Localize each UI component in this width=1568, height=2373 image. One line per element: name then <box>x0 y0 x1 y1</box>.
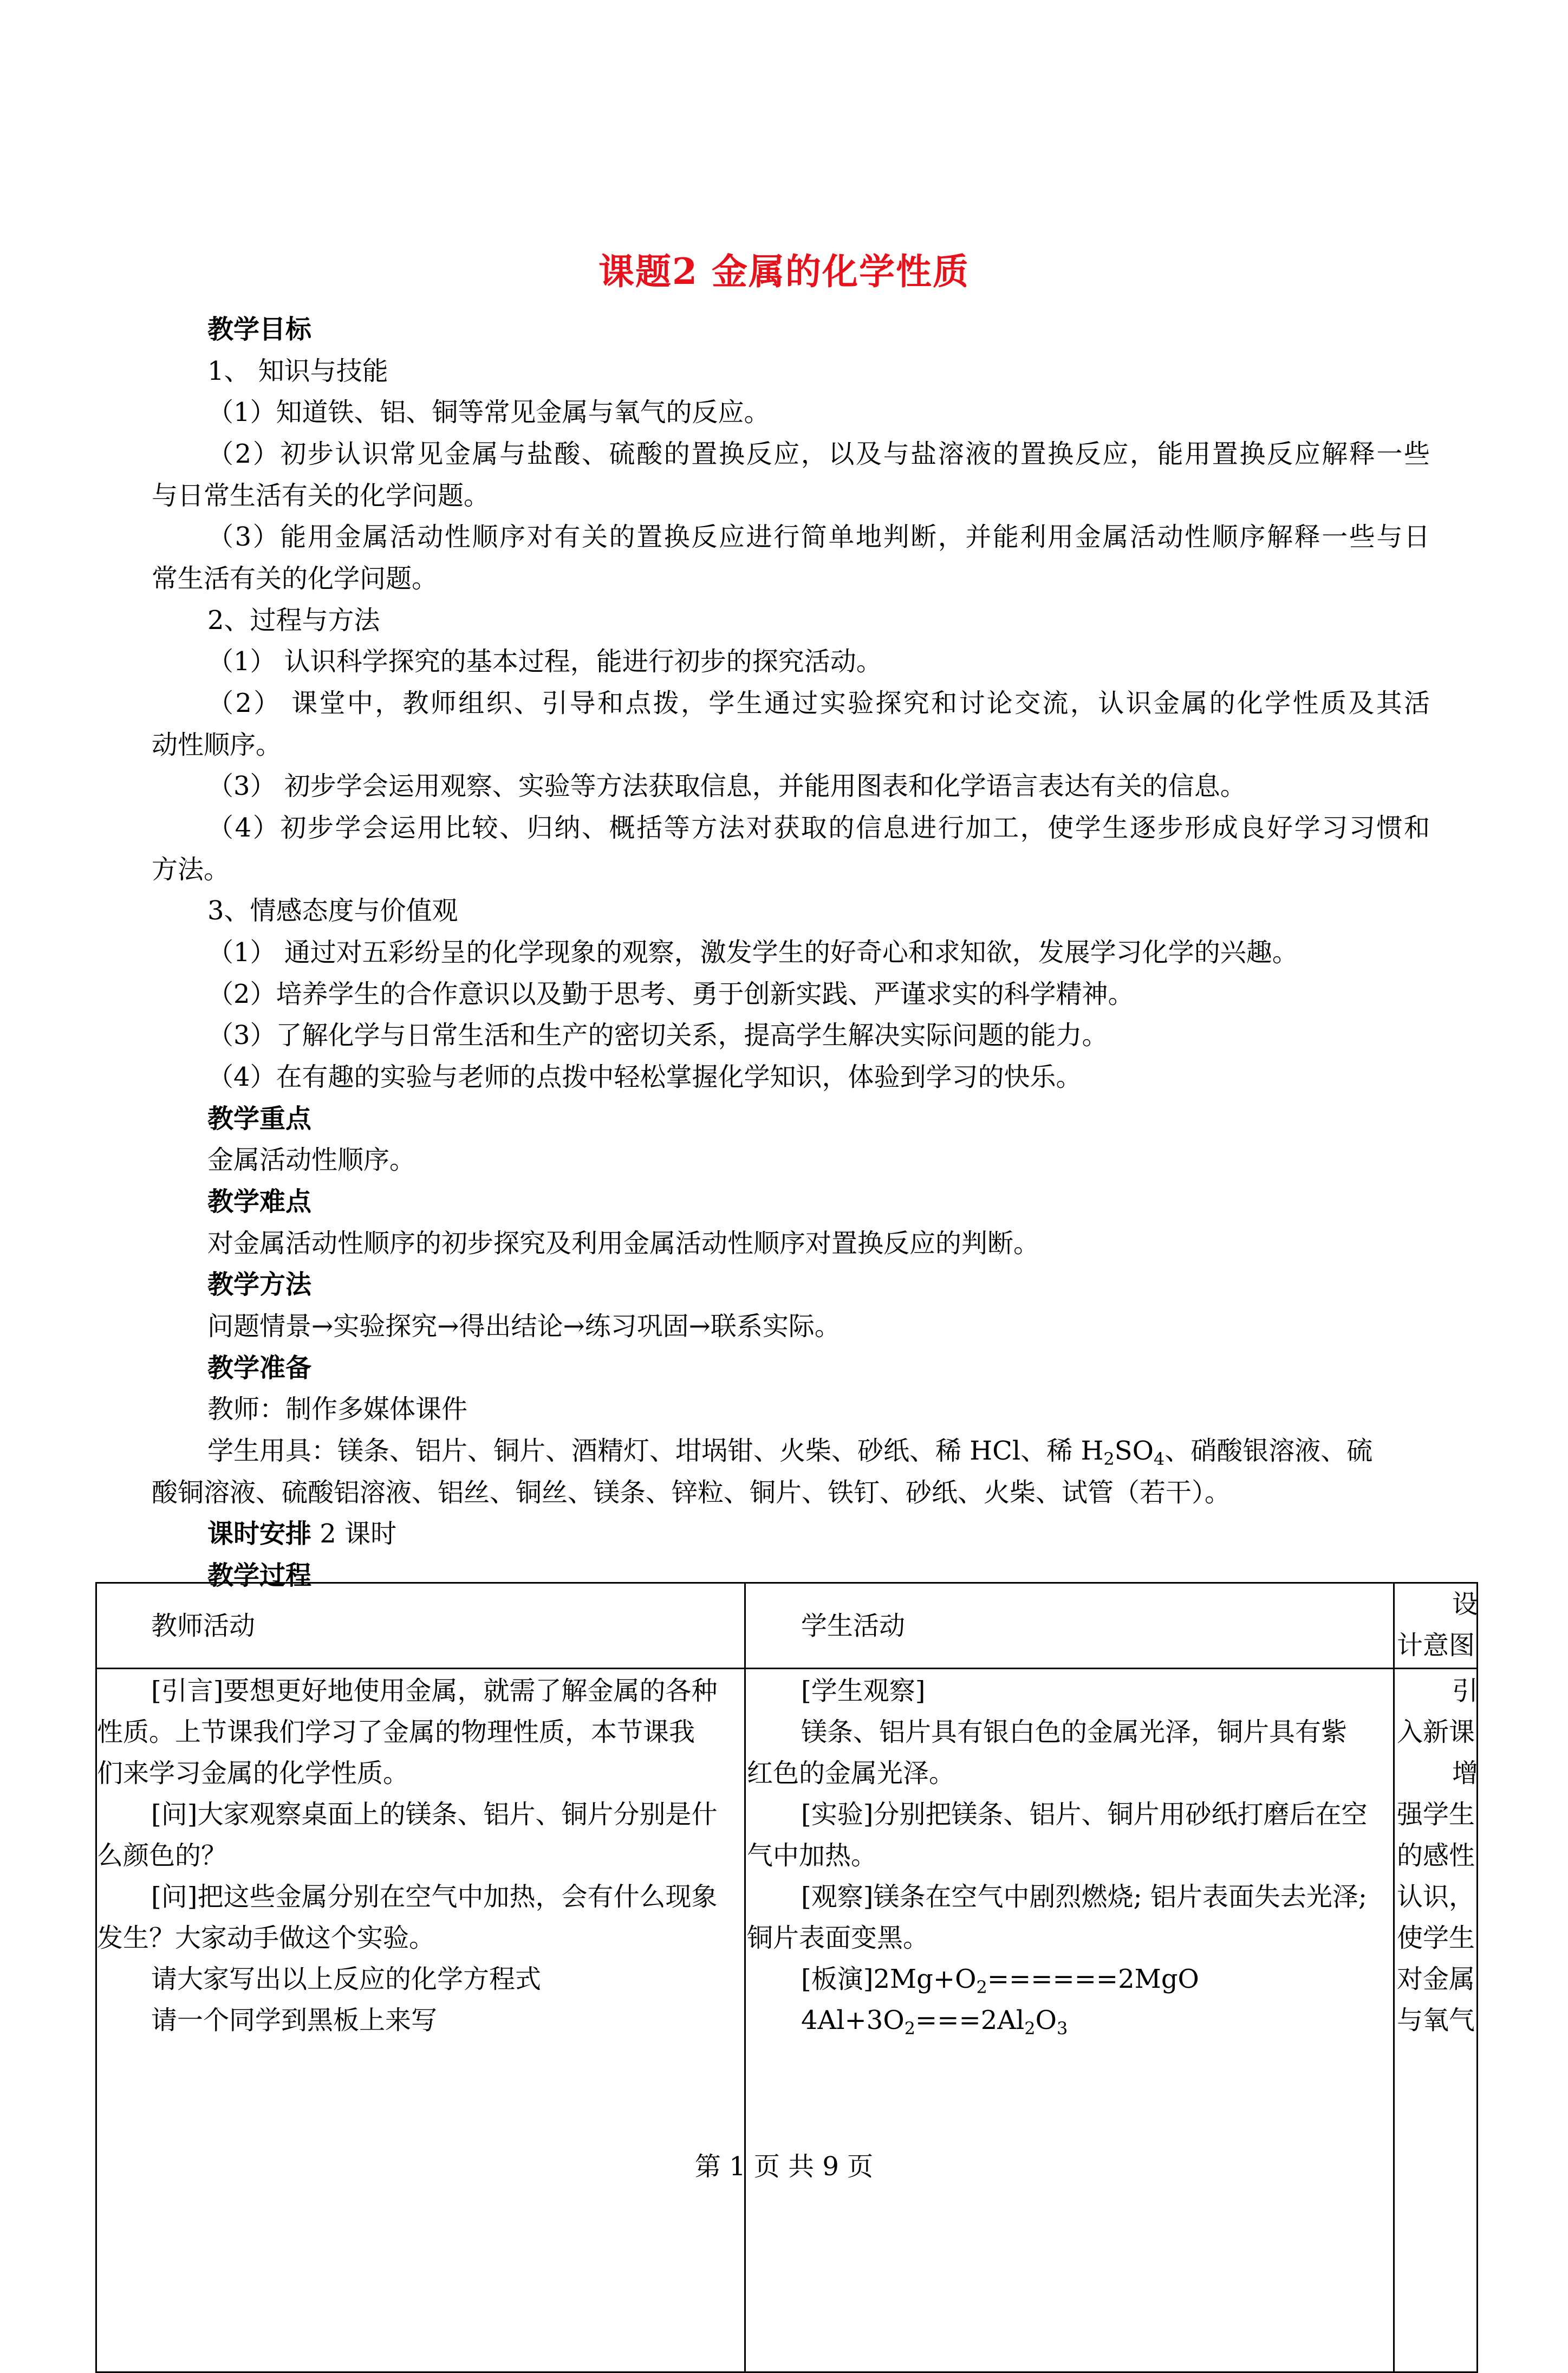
teacher-line: [引言]要想更好地使用金属，就需了解金属的各种 <box>151 1676 718 1706</box>
schedule-value: 2 课时 <box>311 1519 397 1549</box>
objective-1-2a: （2）初步认识常见金属与盐酸、硫酸的置换反应，以及与盐溶液的置换反应，能用置换反应解释一些 <box>207 439 1430 469</box>
objective-3-1: （1） 通过对五彩纷呈的化学现象的观察，激发学生的好奇心和求知欲，发展学习化学的兴趣。 <box>207 937 1298 968</box>
student-line: 气中加热。 <box>747 1840 877 1871</box>
objective-1-3a: （3）能用金属活动性顺序对有关的置换反应进行简单地判断，并能利用金属活动性顺序解释一些与日 <box>207 522 1430 552</box>
header-divider <box>97 1668 1476 1669</box>
design-line: 引 <box>1452 1676 1478 1706</box>
teacher-line: [问]大家观察桌面上的镁条、铝片、铜片分别是什 <box>151 1799 718 1830</box>
objective-2-2a: （2） 课堂中，教师组织、引导和点拨，学生通过实验探究和讨论交流，认识金属的化学性质及其活 <box>207 688 1430 718</box>
teacher-line: [问]把这些金属分别在空气中加热，会有什么现象 <box>151 1882 718 1912</box>
page-footer: 第 1 页 共 9 页 <box>694 2151 874 2182</box>
objective-3-2: （2）培养学生的合作意识以及勤于思考、勇于创新实践、严谨求实的科学精神。 <box>207 979 1134 1009</box>
difficulty-heading: 教学难点 <box>207 1186 312 1217</box>
prep-student-line-1: 学生用具：镁条、铝片、铜片、酒精灯、坩埚钳、火柴、砂纸、稀 HCl、稀 $H_2SO_4$、硝酸银溶液、硫 <box>207 1436 1373 1469</box>
teacher-line: 请大家写出以上反应的化学方程式 <box>151 1964 542 1994</box>
objective-2-1: （1） 认识科学探究的基本过程，能进行初步的探究活动。 <box>207 646 882 677</box>
teacher-line: 请一个同学到黑板上来写 <box>151 2005 438 2035</box>
design-line: 增 <box>1452 1758 1478 1788</box>
header-design-2: 计意图 <box>1397 1630 1475 1661</box>
design-line: 入新课 <box>1397 1717 1475 1747</box>
header-teacher: 教师活动 <box>151 1611 256 1641</box>
objective-2-4a: （4）初步学会运用比较、归纳、概括等方法对获取的信息进行加工，使学生逐步形成良好学习习惯和 <box>207 813 1430 843</box>
design-line: 强学生 <box>1397 1799 1475 1830</box>
design-line: 使学生 <box>1397 1923 1475 1953</box>
equation-al: $4Al+3O_2===2Al_2O_3$ <box>801 2005 1068 2039</box>
key-point-text: 金属活动性顺序。 <box>207 1145 416 1175</box>
prep-heading: 教学准备 <box>207 1353 312 1383</box>
objective-2-2b: 动性顺序。 <box>152 730 282 760</box>
teacher-line: 发生？大家动手做这个实验。 <box>97 1923 435 1953</box>
teacher-line: 们来学习金属的化学性质。 <box>97 1758 409 1788</box>
schedule <box>207 1513 396 1554</box>
key-point-heading: 教学重点 <box>207 1104 312 1134</box>
section-3-title: 3、情感态度与价值观 <box>207 896 458 926</box>
process-heading: 教学过程 <box>207 1560 312 1591</box>
column-divider <box>1393 1584 1395 2371</box>
objective-3-3: （3）了解化学与日常生活和生产的密切关系，提高学生解决实际问题的能力。 <box>207 1020 1108 1051</box>
student-line: [实验]分别把镁条、铝片、铜片用砂纸打磨后在空 <box>801 1799 1368 1830</box>
student-line: 红色的金属光泽。 <box>747 1758 955 1788</box>
objectives-heading: 教学目标 <box>207 314 312 345</box>
objective-2-4b: 方法。 <box>152 854 230 885</box>
difficulty-text: 对金属活动性顺序的初步探究及利用金属活动性顺序对置换反应的判断。 <box>207 1228 1040 1259</box>
design-line: 与氧气 <box>1397 2005 1475 2035</box>
prep-teacher: 教师：制作多媒体课件 <box>207 1394 468 1424</box>
process-table <box>95 1582 1478 2373</box>
objective-2-3: （3） 初步学会运用观察、实验等方法获取信息，并能用图表和化学语言表达有关的信息。 <box>207 771 1246 801</box>
design-line: 的感性 <box>1397 1840 1475 1871</box>
section-2-title: 2、过程与方法 <box>207 605 380 636</box>
student-line: [学生观察] <box>801 1676 926 1706</box>
equation-mg: [板演]$2Mg+O_2======2MgO$ <box>801 1964 1199 1998</box>
teacher-line: 么颜色的？ <box>97 1840 227 1871</box>
prep-student-line-2: 酸铜溶液、硫酸铝溶液、铝丝、铜丝、镁条、锌粒、铜片、铁钉、砂纸、火柴、试管（若干）。 <box>152 1477 1231 1508</box>
student-line: 铜片表面变黑。 <box>747 1923 929 1953</box>
teacher-line: 性质。上节课我们学习了金属的物理性质，本节课我 <box>97 1717 695 1747</box>
header-student: 学生活动 <box>801 1611 906 1641</box>
method-heading: 教学方法 <box>207 1269 312 1300</box>
objective-1-1: （1）知道铁、铝、铜等常见金属与氧气的反应。 <box>207 397 770 427</box>
student-line: 镁条、铝片具有银白色的金属光泽，铜片具有紫 <box>801 1717 1348 1747</box>
header-design-1: 设 <box>1452 1589 1478 1619</box>
student-line: [观察]镁条在空气中剧烈燃烧; 铝片表面失去光泽; <box>801 1882 1368 1912</box>
section-1-title: 1、 知识与技能 <box>207 356 388 386</box>
objective-1-2b: 与日常生活有关的化学问题。 <box>152 481 490 511</box>
method-text: 问题情景→实验探究→得出结论→练习巩固→联系实际。 <box>207 1311 841 1341</box>
objective-3-4: （4）在有趣的实验与老师的点拨中轻松掌握化学知识，体验到学习的快乐。 <box>207 1062 1082 1092</box>
design-line: 对金属 <box>1397 1964 1475 1994</box>
schedule-heading: 课时安排 <box>207 1519 312 1549</box>
page-title: 课题2 金属的化学性质 <box>598 250 970 293</box>
design-line: 认识， <box>1397 1882 1475 1912</box>
column-divider <box>744 1584 746 2371</box>
objective-1-3b: 常生活有关的化学问题。 <box>152 563 438 594</box>
